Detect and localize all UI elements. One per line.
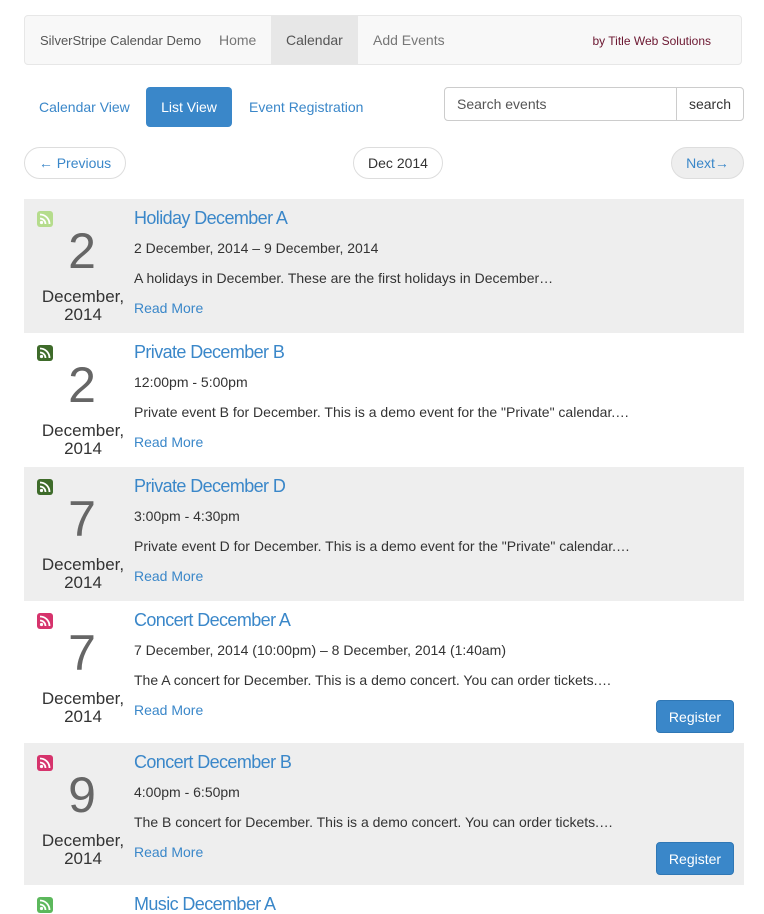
event-item xyxy=(24,199,744,333)
brand-title[interactable]: SilverStripe Calendar Demo xyxy=(40,33,202,48)
nav-home[interactable]: Home xyxy=(219,32,257,48)
event-month: December, xyxy=(41,555,125,574)
author-link[interactable]: by Title Web Solutions xyxy=(592,34,711,48)
nav-calendar[interactable]: Calendar xyxy=(271,16,358,64)
register-button[interactable]: Register xyxy=(656,700,734,733)
search-group xyxy=(444,87,744,121)
event-year: 2014 xyxy=(64,573,102,592)
event-month: December, xyxy=(41,831,125,850)
tab-list-view[interactable]: List View xyxy=(146,87,232,127)
event-description: A holidays in December. These are the first holidays in December… xyxy=(134,270,554,286)
event-date: 2 December, 2014 – 9 December, 2014 xyxy=(134,240,379,256)
rss-feed-icon[interactable] xyxy=(37,211,53,227)
event-date: 4:00pm - 6:50pm xyxy=(134,784,240,800)
rss-feed-icon[interactable] xyxy=(37,897,53,913)
event-item xyxy=(24,333,744,467)
event-description: The A concert for December. This is a demo concert. You can order tickets.… xyxy=(134,672,612,688)
event-day: 9 xyxy=(68,767,96,823)
read-more-link[interactable]: Read More xyxy=(134,844,204,860)
event-date: 3:00pm - 4:30pm xyxy=(134,508,240,524)
event-day: 7 xyxy=(68,625,96,681)
rss-feed-icon[interactable] xyxy=(37,613,53,629)
previous-month-button[interactable]: ← Previous xyxy=(24,147,126,179)
event-month: December, xyxy=(41,689,125,708)
read-more-link[interactable]: Read More xyxy=(134,434,204,450)
read-more-link[interactable]: Read More xyxy=(134,568,204,584)
event-day: 2 xyxy=(68,223,96,279)
event-month: December, xyxy=(41,287,125,306)
event-day: 2 xyxy=(68,357,96,413)
event-date: 7 December, 2014 (10:00pm) – 8 December, 2014 (1:40am) xyxy=(134,642,506,658)
event-item xyxy=(24,743,744,885)
event-month: December, xyxy=(41,421,125,440)
event-date: 12:00pm - 5:00pm xyxy=(134,374,248,390)
rss-feed-icon[interactable] xyxy=(37,479,53,495)
event-item xyxy=(24,601,744,743)
event-title[interactable]: Private December B xyxy=(134,342,285,362)
event-item xyxy=(24,467,744,601)
event-year: 2014 xyxy=(64,305,102,324)
tab-event-registration[interactable]: Event Registration xyxy=(249,99,364,115)
event-description: The B concert for December. This is a demo concert. You can order tickets.… xyxy=(134,814,614,830)
event-year: 2014 xyxy=(64,849,102,868)
event-description: Private event D for December. This is a demo event for the "Private" calendar.… xyxy=(134,538,631,554)
event-title[interactable]: Concert December A xyxy=(134,610,291,630)
event-description: Private event B for December. This is a demo event for the "Private" calendar.… xyxy=(134,404,630,420)
event-title[interactable]: Music December A xyxy=(134,894,276,914)
read-more-link[interactable]: Read More xyxy=(134,702,204,718)
next-month-button[interactable]: Next→ xyxy=(671,147,744,179)
register-button[interactable]: Register xyxy=(656,842,734,875)
event-title[interactable]: Private December D xyxy=(134,476,286,496)
top-navbar xyxy=(24,15,742,65)
event-item xyxy=(24,885,744,914)
search-button[interactable]: search xyxy=(676,87,744,121)
event-year: 2014 xyxy=(64,439,102,458)
current-month-label: Dec 2014 xyxy=(353,147,443,179)
rss-feed-icon[interactable] xyxy=(37,755,53,771)
event-title[interactable]: Holiday December A xyxy=(134,208,288,228)
search-input[interactable] xyxy=(444,87,677,121)
event-title[interactable]: Concert December B xyxy=(134,752,292,772)
read-more-link[interactable]: Read More xyxy=(134,300,204,316)
event-day: 7 xyxy=(68,491,96,547)
tab-calendar-view[interactable]: Calendar View xyxy=(39,99,130,115)
event-year: 2014 xyxy=(64,707,102,726)
rss-feed-icon[interactable] xyxy=(37,345,53,361)
nav-add-events[interactable]: Add Events xyxy=(373,32,445,48)
